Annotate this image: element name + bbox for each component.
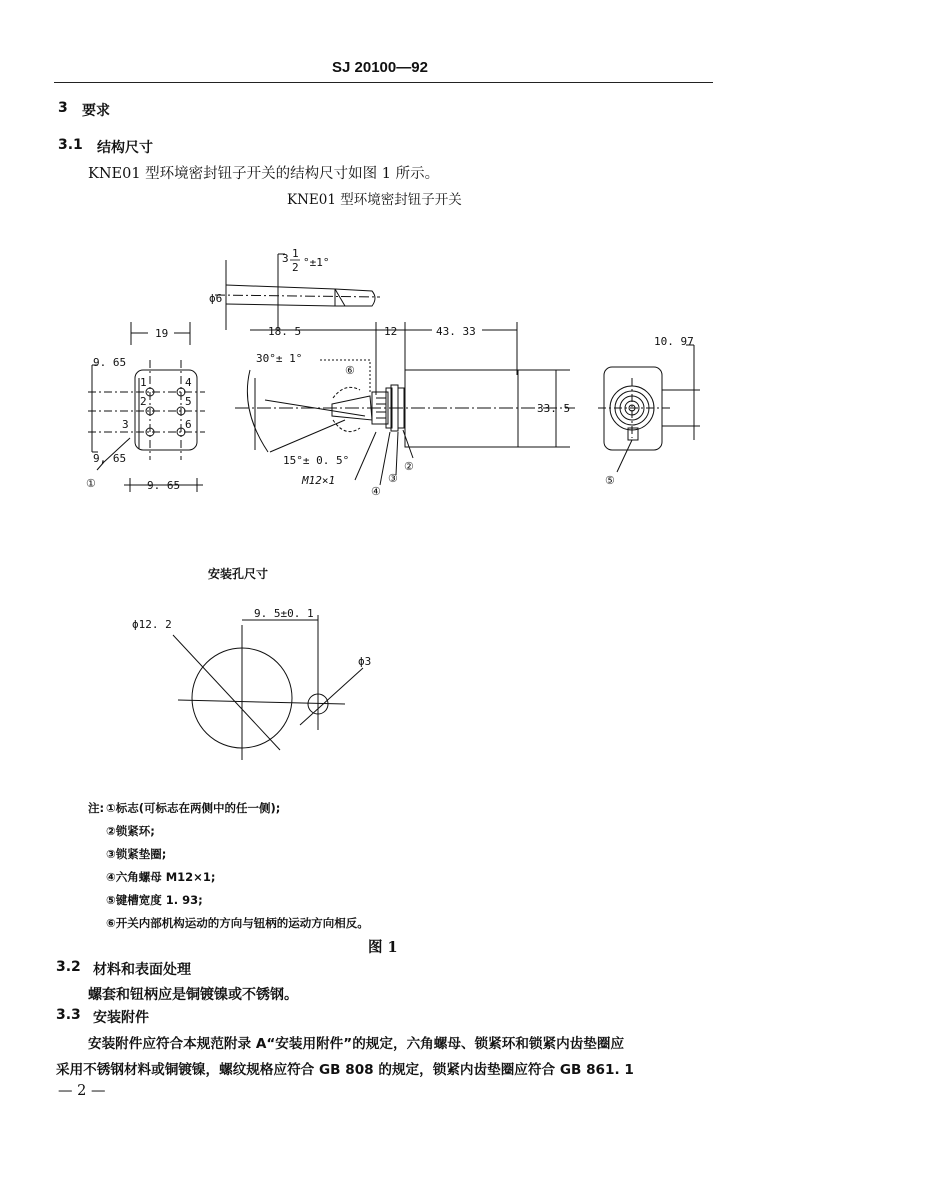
section-3-number: 3 — [58, 100, 68, 116]
callout-6: ⑥ — [345, 364, 355, 377]
section-3-1-number: 3.1 — [58, 137, 83, 153]
section-3-2-title: 材料和表面处理 — [93, 962, 191, 978]
callout-5: ⑤ — [605, 474, 615, 487]
section-3-3-number: 3.3 — [56, 1007, 81, 1023]
pin-5-label: 5 — [185, 395, 192, 408]
note-4: ④六角螺母 M12×1; — [106, 870, 216, 884]
dim-12: 12 — [384, 325, 398, 338]
page-number: — 2 — — [58, 1083, 106, 1099]
figure-label: 图 1 — [368, 939, 398, 956]
pin-1-label: 1 — [140, 376, 147, 389]
pin-6-label: 6 — [185, 418, 192, 431]
dim-angle-top-b: °±1° — [303, 256, 330, 269]
mount-title: 安装孔尺寸 — [208, 567, 269, 581]
dim-15-deg: 15°± 0. 5° — [283, 454, 350, 467]
note-3: ③锁紧垫圈; — [106, 847, 167, 861]
note-1: ①标志(可标志在两侧中的任一侧); — [106, 801, 281, 815]
section-3-3-line-1: 安装附件应符合本规范附录 A“安装用附件”的规定，六角螺母、锁紧环和锁紧内齿垫圈应 — [88, 1036, 625, 1052]
dim-angle-top-num: 1 — [292, 247, 299, 260]
dim-m12: M12×1 — [302, 474, 336, 487]
pin-2-label: 2 — [140, 395, 147, 408]
section-3-1-text: KNE01 型环境密封钮子开关的结构尺寸如图 1 所示。 — [88, 166, 440, 182]
dim-phi6: ϕ6 — [209, 292, 223, 305]
section-3-2-number: 3.2 — [56, 959, 81, 975]
callout-4: ④ — [371, 485, 381, 498]
mount-phi12-2: ϕ12. 2 — [132, 618, 172, 631]
callout-2: ② — [404, 460, 414, 473]
dim-18-5: 18. 5 — [268, 325, 302, 338]
dim-9-65-bottom: 9. 65 — [147, 479, 181, 492]
callout-1: ① — [86, 477, 96, 490]
document-code: SJ 20100—92 — [332, 59, 428, 76]
pin-3-label: 3 — [122, 418, 129, 431]
figure-title: KNE01 型环境密封钮子开关 — [287, 192, 462, 208]
pin-4-label: 4 — [185, 376, 192, 389]
note-6: ⑥开关内部机构运动的方向与钮柄的运动方向相反。 — [106, 916, 369, 930]
dim-33-5: 33. 5 — [537, 402, 571, 415]
section-3-1-title: 结构尺寸 — [97, 140, 153, 156]
section-3-2-text: 螺套和钮柄应是铜镀镍或不锈钢。 — [88, 987, 298, 1003]
dim-30-deg: 30°± 1° — [256, 352, 303, 365]
section-3-3-line-2: 采用不锈钢材料或铜镀镍，螺纹规格应符合 GB 808 的规定，锁紧内齿垫圈应符合 GB 861. 1 — [56, 1062, 634, 1078]
callout-3: ③ — [388, 472, 398, 485]
dim-angle-top-den: 2 — [292, 261, 299, 274]
section-3-3-title: 安装附件 — [93, 1010, 149, 1026]
dim-43-33: 43. 33 — [436, 325, 476, 338]
section-3-title: 要求 — [82, 103, 110, 119]
mount-phi3: ϕ3 — [358, 655, 372, 668]
dim-19: 19 — [155, 327, 169, 340]
mount-9-5: 9. 5±0. 1 — [254, 607, 314, 620]
notes-prefix: 注: — [88, 801, 105, 815]
dim-10-97: 10. 97 — [654, 335, 694, 348]
dim-angle-top-a: 3 — [282, 252, 289, 265]
dim-9-65-top: 9. 65 — [93, 356, 127, 369]
note-5: ⑤键槽宽度 1. 93; — [106, 893, 203, 907]
dim-9-65-left: 9, 65 — [93, 452, 127, 465]
note-2: ②锁紧环; — [106, 824, 155, 838]
